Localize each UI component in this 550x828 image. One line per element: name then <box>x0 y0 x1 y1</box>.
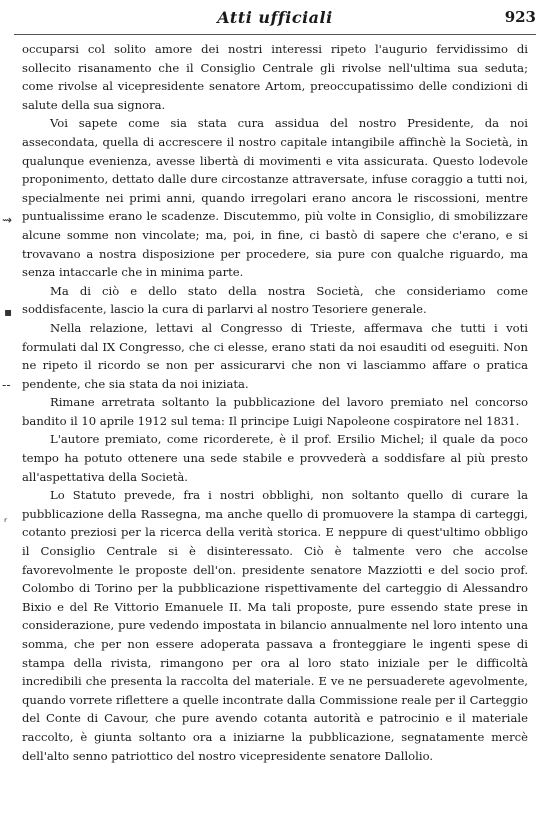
margin-dash-mark: -- <box>2 378 11 392</box>
margin-box-mark: ▪ <box>4 305 13 319</box>
margin-arrow-mark: ⇝ <box>2 213 13 227</box>
paragraph-3: Ma di ciò e dello stato della nostra Società, che consideriamo come soddisfacente, lascio la cura di parlarvi al nostro Tesoriere generale. <box>22 283 528 317</box>
paragraph-6: L'autore premiato, come ricorderete, è il prof. Ersilio Michel; il quale da poco tempo ha potuto ottenere una sede stabile e provvederà a soddisfare al più presto all'aspettativa della Società. <box>22 432 528 484</box>
page-number: 923 <box>504 8 536 26</box>
page-header <box>14 8 536 30</box>
paragraph-7: Lo Statuto prevede, fra i nostri obblighi, non soltanto quello di curare la pubblicazione della Rassegna, ma anche quello di promuovere la stampa di carteggi, cotanto preziosi per la ricerca della verità storica. E neppure di quest'ultimo obbligo il Consiglio Centrale si è disinteressato. Ciò è talmente vero che accolse favorevolmente le proposte dell'on. presidente senatore Mazziotti e del socio prof. Colombo di Torino per la pubblicazione rispettivamente del carteggio di Alessandro Bixio e del Re Vittorio Emanuele II. Ma tali proposte, pure essendo state prese in considerazione, pure vedendo impostata in bilancio annualmente nel loro intento una somma, che per non essere adoperata passava a fronteggiare le ingenti spese di stampa della rivista, rimangono per ora al loro stato iniziale per le difficoltà incredibili che presenta la raccolta del materiale. E ve ne persuaderete agevolmente, quando vorrete riflettere a quelle incontrate dalla Commissione reale per il Carteggio del Conte di Cavour, che pure avendo cotanta autorità e patrocinio e il materiale raccolto, è giunta soltanto ora a iniziarne la pubblicazione, segnatamente mercè dell'alto senno patriottico del nostro vicepresidente senatore Dallolio. <box>22 488 528 763</box>
body-text <box>22 40 528 765</box>
running-title: Atti ufficiali <box>217 8 333 27</box>
header-rule <box>14 34 536 35</box>
paragraph-4: Nella relazione, lettavi al Congresso di Trieste, affermava che tutti i voti formulati dal IX Congresso, che ci elesse, erano stati da noi esauditi od eseguiti. Non ne ripeto il ricordo se non per assicurarvi che non vi lasciammo affare o pratica pendente, che sia stata da noi iniziata. <box>22 320 528 391</box>
paragraph-2: Voi sapete come sia stata cura assidua del nostro Presidente, da noi assecondata, quella di accrescere il nostro capitale intangibile affinchè la Società, in qualunque evenienza, avesse libertà di movimenti e vita assicurata. Questo lodevole proponimento, dettato dalle dure circostanze attraversate, infuse coraggio a tutti noi, specialmente nei primi anni, quando irregolari erano ancora le riscossioni, mentre puntualissime erano le scadenze. Discutemmo, più volte in Consiglio, di smobilizzare alcune somme non vincolate; ma, poi, in fine, ci bastò di sapere che c'erano, e si trovavano a nostra disposizione per procedere, sia pure con qualche riguardo, ma senza intaccarle che in minima parte. <box>22 116 528 280</box>
paragraph-5: Rimane arretrata soltanto la pubblicazione del lavoro premiato nel concorso bandito il 10 aprile 1912 sul tema: Il principe Luigi Napoleone cospiratore nel 1831. <box>22 395 528 428</box>
margin-tick-mark: ʳ <box>4 515 8 529</box>
paragraph-1: occuparsi col solito amore dei nostri interessi ripeto l'augurio fervidissimo di sollecito risanamento che il Consiglio Centrale gli rivolse nell'ultima sua seduta; come rivolse al vicepresidente senatore Artom, preoccupatissimo delle condizioni di salute della sua signora. <box>22 42 528 112</box>
